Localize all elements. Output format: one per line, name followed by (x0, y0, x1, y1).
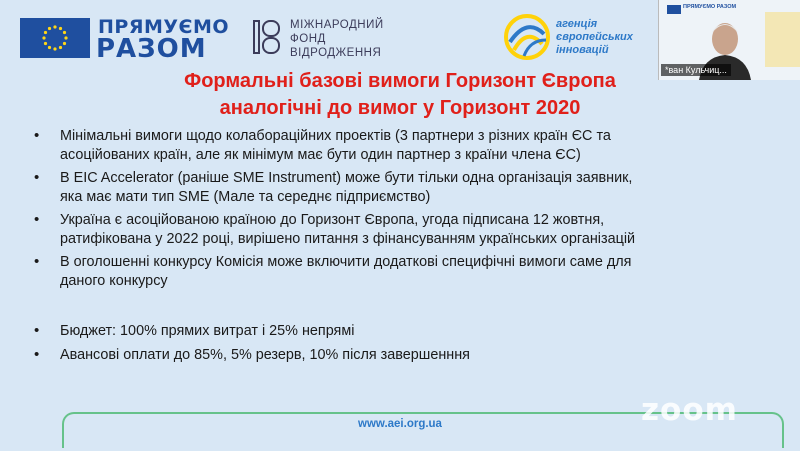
aei-line: інновацій (556, 44, 609, 56)
bullet-item (34, 253, 754, 290)
participant-name: *ван Кульчиц... (661, 64, 731, 76)
irf-line: МІЖНАРОДНИЙ (290, 19, 384, 31)
slide-title-line-2: аналогічні до вимог у Горизонт 2020 (219, 97, 581, 119)
video-side-panel (765, 12, 800, 67)
bullet-line: асоційованих країн, але як мінімум має бути один партнер з країни члена ЄС) (60, 146, 581, 163)
eu-flag-icon (20, 18, 90, 58)
bullet-line: ратифікована у 2022 році, вирішено питання з фінансуванням українських організацій (60, 230, 636, 247)
pryamuiemo-razom-logo (96, 14, 230, 64)
bullet-item (34, 127, 754, 164)
bullet-list (34, 127, 754, 369)
bullet-line: даного конкурсу (60, 272, 168, 289)
footer-url: www.aei.org.ua (358, 418, 442, 430)
bullet-line: яка має мати тип SME (Мале та середнє підприємство) (60, 188, 431, 205)
mini-eu-flag-icon (667, 5, 681, 14)
slide-title-line-1: Формальні базові вимоги Горизонт Європа (184, 70, 616, 92)
logo-line-1: ПРЯМУЄМО (98, 16, 230, 38)
bullet-item (34, 169, 754, 206)
logo-line-2: РАЗОМ (96, 34, 207, 64)
irf-line: ФОНД (290, 33, 326, 45)
irf-logo-text (290, 18, 384, 60)
bullet-line: • В оголошенні конкурсу Комісія може включити додаткові специфічні вимоги саме для (60, 254, 632, 270)
bullet-item (34, 346, 754, 365)
bullet-item (34, 322, 754, 341)
zoom-watermark: zoom (641, 392, 738, 428)
aei-logo-text (556, 18, 633, 57)
bullet-line: • В EIC Accelerator (раніше SME Instrument) може бути тільки одна організація заявник, (60, 170, 633, 186)
aei-line: європейських (556, 31, 633, 43)
aei-logo-icon (502, 12, 552, 62)
mini-logo-text: ПРЯМУЄМО РАЗОМ (683, 4, 737, 10)
irf-line: ВІДРОДЖЕННЯ (290, 47, 382, 59)
bullet-line: • Бюджет: 100% прямих витрат і 25% непрямі (60, 323, 355, 339)
bullet-line: • Мінімальні вимоги щодо колабораційних проектів (3 партнери з різних країн ЄС та (60, 128, 611, 144)
bullet-line: • Україна є асоційованою країною до Горизонт Європа, угода підписана 12 жовтня, (60, 212, 605, 228)
participant-video-tile[interactable] (658, 0, 800, 80)
bullet-line: • Авансові оплати до 85%, 5% резерв, 10% після завершенння (60, 346, 470, 363)
bullet-item (34, 211, 754, 248)
aei-line: агенція (556, 18, 598, 30)
irf-logo-icon (253, 20, 281, 54)
